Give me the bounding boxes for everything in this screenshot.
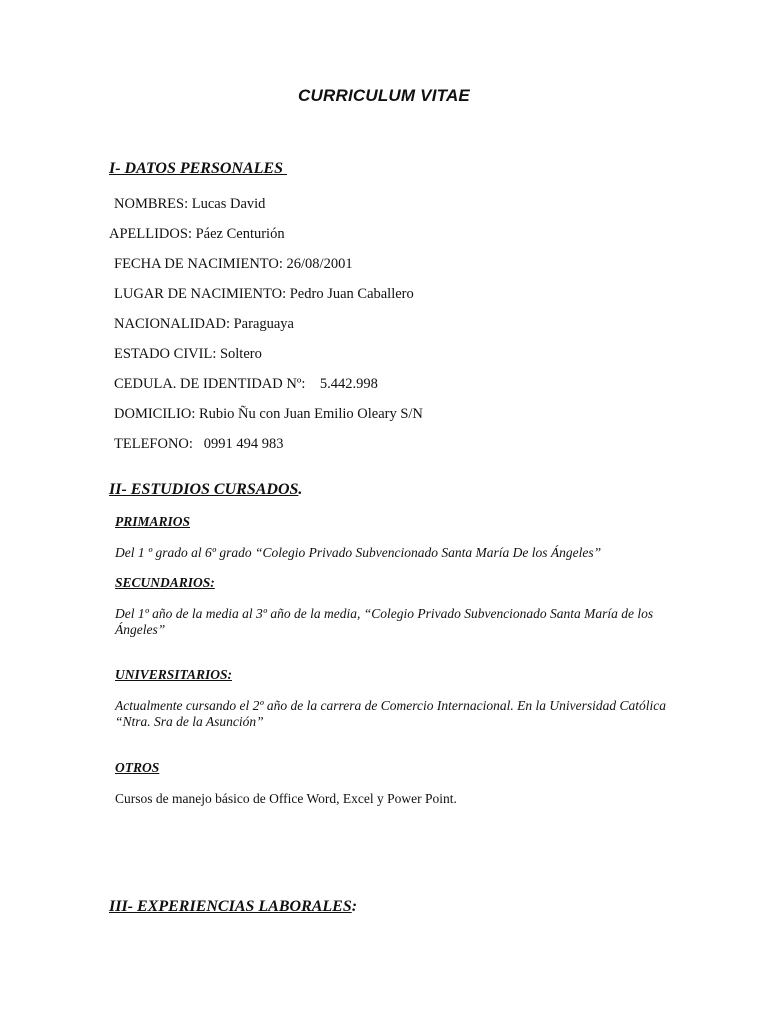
section-heading-suffix: : — [351, 898, 358, 915]
text-secundarios: Del 1º año de la media al 3º año de la media, “Colegio Privado Subvencionado Santa María de los Ángeles” — [115, 606, 654, 637]
section-heading-estudios — [109, 481, 302, 499]
field-nacionalidad: NACIONALIDAD: Paraguaya — [114, 316, 294, 332]
text-primarios: Del 1 º grado al 6º grado “Colegio Privado Subvencionado Santa María De los Ángeles” — [115, 545, 602, 560]
field-fecha-nacimiento: FECHA DE NACIMIENTO: 26/08/2001 — [114, 256, 353, 272]
field-cedula: CEDULA. DE IDENTIDAD Nº: 5.442.998 — [114, 376, 378, 392]
field-apellidos: APELLIDOS: Páez Centurión — [109, 226, 285, 242]
section-heading-experiencias — [109, 898, 357, 916]
section-heading-datos-personales — [109, 160, 287, 178]
field-domicilio: DOMICILIO: Rubio Ñu con Juan Emilio Oleary S/N — [114, 406, 423, 422]
subheading-secundarios: SECUNDARIOS: — [115, 575, 215, 590]
subheading-universitarios: UNIVERSITARIOS: — [115, 667, 233, 682]
field-lugar-nacimiento: LUGAR DE NACIMIENTO: Pedro Juan Caballero — [114, 286, 414, 302]
field-nombres: NOMBRES: Lucas David — [114, 196, 266, 212]
section-heading-text: II- ESTUDIOS CURSADOS — [109, 481, 299, 498]
field-estado-civil: ESTADO CIVIL: Soltero — [114, 346, 262, 362]
subheading-otros: OTROS — [115, 760, 160, 775]
subheading-primarios: PRIMARIOS — [115, 514, 191, 529]
document-title: CURRICULUM VITAE — [298, 86, 470, 105]
section-heading-suffix: . — [298, 481, 303, 498]
section-heading-text: III- EXPERIENCIAS LABORALES — [109, 898, 352, 915]
section-heading-text: I- DATOS PERSONALES — [109, 160, 287, 177]
text-universitarios: Actualmente cursando el 2º año de la carrera de Comercio Internacional. En la Universidad Católica “Ntra. Sra de la Asunción” — [115, 698, 666, 729]
text-otros: Cursos de manejo básico de Office Word, Excel y Power Point. — [115, 791, 457, 806]
field-telefono: TELEFONO: 0991 494 983 — [114, 436, 284, 452]
